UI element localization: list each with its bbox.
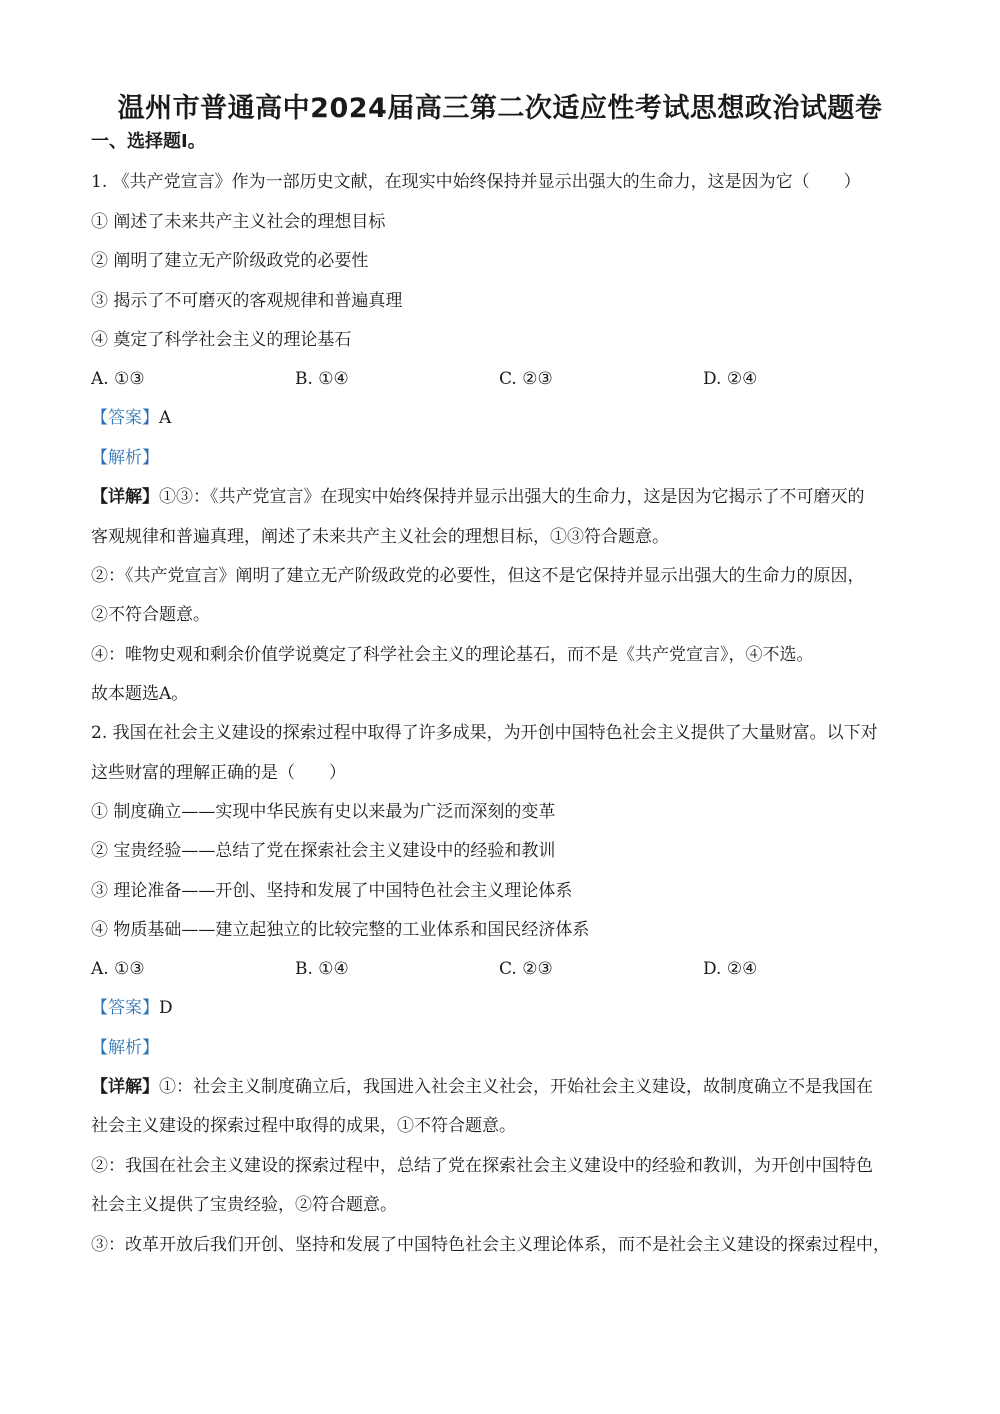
q2-option-b: B. ①④ <box>295 959 349 979</box>
q1-stem: 1. 《共产党宣言》作为一部历史文献，在现实中始终保持并显示出强大的生命力，这是因为它（ ） <box>91 172 861 192</box>
q2-option-d: D. ②④ <box>703 959 758 979</box>
q1-detail-label: 【详解】 <box>91 487 159 507</box>
q1-detail-line-2: 客观规律和普遍真理，阐述了未来共产主义社会的理想目标，①③符合题意。 <box>91 527 669 547</box>
q2-answer <box>91 997 921 1019</box>
q2-stem-line-1: 2. 我国在社会主义建设的探索过程中取得了许多成果，为开创中国特色社会主义提供了大量财富。以下对 <box>91 723 878 743</box>
q1-answer <box>91 407 921 429</box>
q2-item-3: ③ 理论准备——开创、坚持和发展了中国特色社会主义理论体系 <box>91 881 573 901</box>
q1-item-1: ① 阐述了未来共产主义社会的理想目标 <box>91 212 386 232</box>
q1-detail-text-1: ①③：《共产党宣言》在现实中始终保持并显示出强大的生命力，这是因为它揭示了不可磨灭的 <box>159 487 865 507</box>
q2-stem-line-2: 这些财富的理解正确的是（ ） <box>91 763 346 783</box>
q2-answer-value: D <box>159 998 173 1018</box>
q2-item-2: ② 宝贵经验——总结了党在探索社会主义建设中的经验和教训 <box>91 841 556 861</box>
q1-option-c: C. ②③ <box>499 369 553 389</box>
q2-detail-label: 【详解】 <box>91 1077 159 1097</box>
q2-detail-line-5: ③：改革开放后我们开创、坚持和发展了中国特色社会主义理论体系，而不是社会主义建设的探索过程中， <box>91 1235 890 1255</box>
q1-answer-label: 【答案】 <box>91 408 159 428</box>
q2-answer-label: 【答案】 <box>91 998 159 1018</box>
section-heading: 一、选择题Ⅰ。 <box>91 131 206 152</box>
q2-analysis-label: 【解析】 <box>91 1038 159 1058</box>
q2-item-4: ④ 物质基础——建立起独立的比较完整的工业体系和国民经济体系 <box>91 920 590 940</box>
q1-item-4: ④ 奠定了科学社会主义的理论基石 <box>91 330 352 350</box>
page-title: 温州市普通高中2024届高三第二次适应性考试思想政治试题卷 <box>117 93 883 124</box>
q1-answer-value: A <box>159 408 172 428</box>
q1-analysis-label: 【解析】 <box>91 448 159 468</box>
q2-item-1: ① 制度确立——实现中华民族有史以来最为广泛而深刻的变革 <box>91 802 556 822</box>
q1-item-2: ② 阐明了建立无产阶级政党的必要性 <box>91 251 369 271</box>
q1-option-a: A. ①③ <box>91 369 145 389</box>
q2-detail-line-1 <box>91 1076 921 1098</box>
q1-option-b: B. ①④ <box>295 369 349 389</box>
q2-detail-line-3: ②：我国在社会主义建设的探索过程中，总结了党在探索社会主义建设中的经验和教训，为开创中国特色 <box>91 1156 873 1176</box>
q1-detail-line-3: ②：《共产党宣言》阐明了建立无产阶级政党的必要性，但这不是它保持并显示出强大的生命力的原因， <box>91 566 865 586</box>
q1-detail-line-5: ④：唯物史观和剩余价值学说奠定了科学社会主义的理论基石，而不是《共产党宣言》，④不选。 <box>91 645 814 665</box>
q2-option-c: C. ②③ <box>499 959 553 979</box>
q2-option-a: A. ①③ <box>91 959 145 979</box>
q1-detail-line-1 <box>91 486 921 508</box>
q2-detail-line-4: 社会主义提供了宝贵经验，②符合题意。 <box>91 1195 397 1215</box>
q1-option-d: D. ②④ <box>703 369 758 389</box>
q2-detail-text-1: ①：社会主义制度确立后，我国进入社会主义社会，开始社会主义建设，故制度确立不是我国在 <box>159 1077 873 1097</box>
q1-detail-line-6: 故本题选A。 <box>91 684 189 704</box>
q1-item-3: ③ 揭示了不可磨灭的客观规律和普遍真理 <box>91 291 403 311</box>
q2-detail-line-2: 社会主义建设的探索过程中取得的成果，①不符合题意。 <box>91 1116 516 1136</box>
q1-detail-line-4: ②不符合题意。 <box>91 605 210 625</box>
